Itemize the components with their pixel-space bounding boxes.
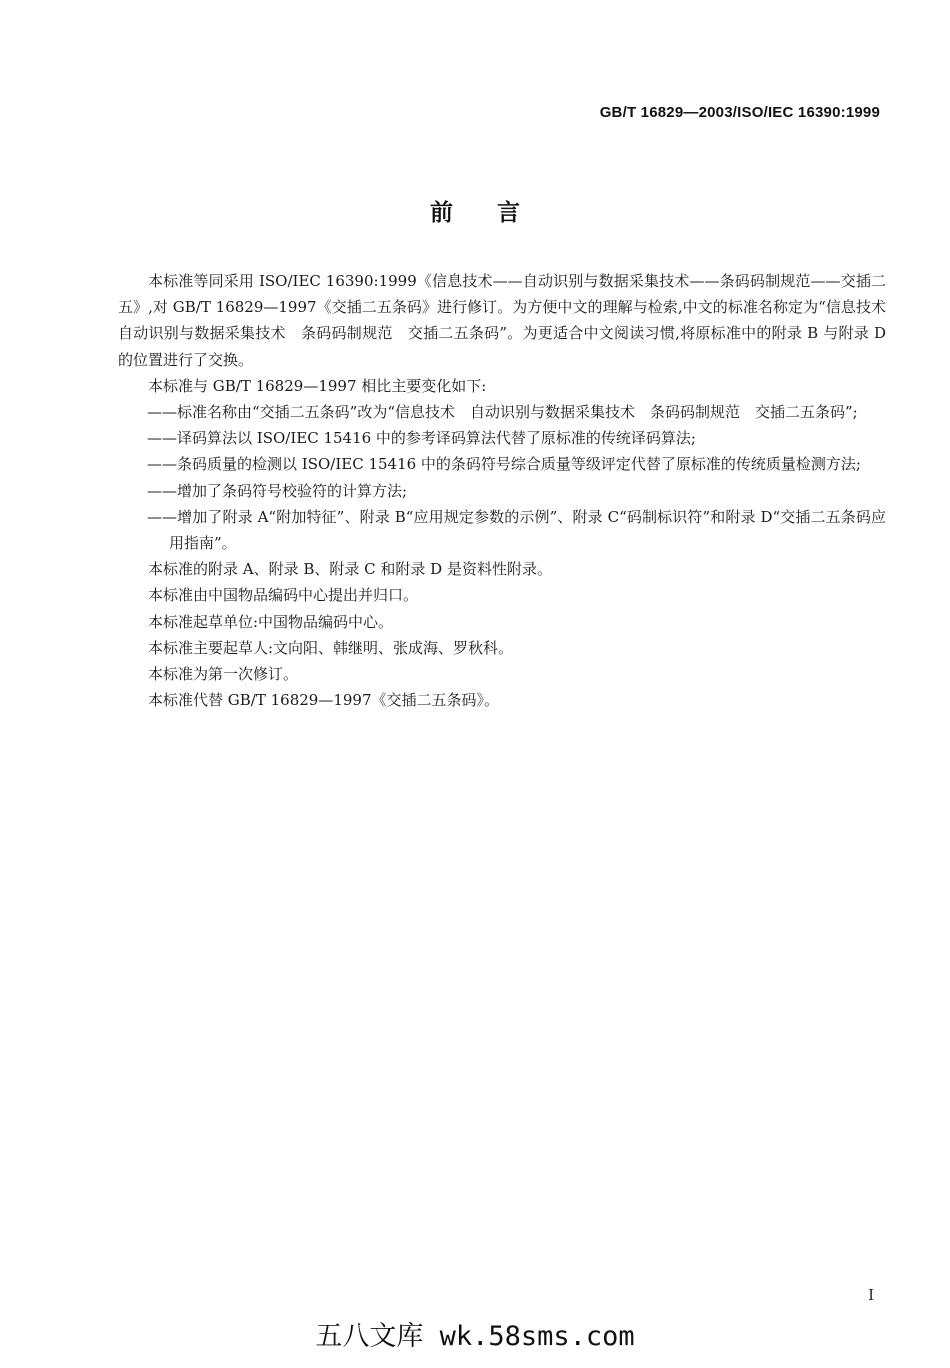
paragraph-replaces: 本标准代替 GB/T 16829—1997《交插二五条码》。	[148, 691, 499, 710]
change-item-annexes: ——增加了附录 A“附加特征”、附录 B“应用规定参数的示例”、附录 C“码制标识符”和附录 D“交插二五条码应用指南”。	[147, 507, 886, 553]
paragraph-drafters: 本标准主要起草人:文向阳、韩继明、张成海、罗秋科。	[148, 638, 514, 657]
page-number: I	[868, 1286, 874, 1304]
change-item-decoding: ——译码算法以 ISO/IEC 15416 中的参考译码算法代替了原标准的传统译码算法;	[147, 429, 696, 448]
paragraph-annex-note: 本标准的附录 A、附录 B、附录 C 和附录 D 是资料性附录。	[148, 560, 552, 579]
change-item-quality: ——条码质量的检测以 ISO/IEC 15416 中的条码符号综合质量等级评定代替了原标准的传统质量检测方法;	[147, 455, 861, 474]
footer-watermark: 五八文库 wk.58sms.com	[315, 1321, 635, 1352]
paragraph-revision: 本标准为第一次修订。	[148, 665, 299, 684]
foreword-body	[118, 268, 902, 713]
paragraph-proposer: 本标准由中国物品编码中心提出并归口。	[148, 586, 419, 605]
paragraph-adoption: 本标准等同采用 ISO/IEC 16390:1999《信息技术——自动识别与数据采集技术——条码码制规范——交插二五》,对 GB/T 16829—1997《交插二五条码》进行修订。为方便中文的理解与检索,中文的标准名称定为“信息技术 自动识别与数据采集技术 条码码制规范 交插二五条码”。为更适合中文阅读习惯,将原标准中的附录 B 与附录 D 的位置进行了交换。	[118, 272, 902, 369]
change-item-check-char: ——增加了条码符号校验符的计算方法;	[147, 481, 408, 500]
paragraph-changes-intro: 本标准与 GB/T 16829—1997 相比主要变化如下:	[148, 376, 487, 395]
page-title: 前言	[430, 200, 564, 226]
standard-code-header: GB/T 16829—2003/ISO/IEC 16390:1999	[599, 104, 880, 121]
change-item-title: ——标准名称由“交插二五条码”改为“信息技术 自动识别与数据采集技术 条码码制规范 交插二五条码”;	[147, 403, 858, 422]
paragraph-drafting-unit: 本标准起草单位:中国物品编码中心。	[148, 612, 394, 631]
